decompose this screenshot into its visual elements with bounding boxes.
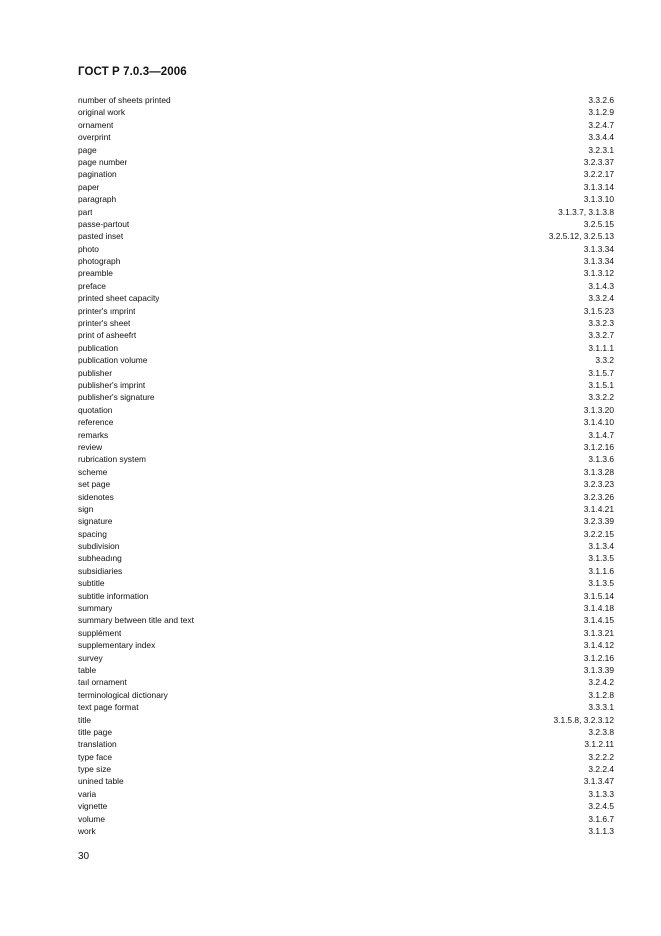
index-term: photo: [78, 243, 99, 254]
index-reference: 3.2.4.7: [588, 119, 614, 130]
index-term: summary between title and text: [78, 615, 194, 626]
index-term: type size: [78, 764, 112, 775]
index-entry: [78, 813, 614, 825]
index-reference: 3.1.4.10: [583, 417, 614, 428]
index-reference: 3.1.2.9: [588, 107, 614, 118]
index-reference: 3.2.3.8: [588, 726, 614, 737]
index-term: photograph: [78, 256, 121, 267]
index-term: quotation: [78, 404, 113, 415]
index-entry: [78, 404, 614, 416]
index-reference: 3.2.3.26: [583, 491, 614, 502]
index-entry: [78, 429, 614, 441]
index-reference: 3.1.3.34: [583, 243, 614, 254]
index-term: paper: [78, 181, 100, 192]
index-entry: [78, 627, 614, 639]
index-term: supplément: [78, 627, 122, 638]
index-term: survey: [78, 652, 103, 663]
index-entry: [78, 379, 614, 391]
index-entry: [78, 267, 614, 279]
index-entry: [78, 540, 614, 552]
index-reference: 3.1.4.7: [588, 429, 614, 440]
index-term: printer's sheet: [78, 318, 131, 329]
index-entry: [78, 478, 614, 490]
index-reference: 3.1.1.3: [588, 826, 614, 837]
index-entry: [78, 156, 614, 168]
index-term: sidenotes: [78, 491, 114, 502]
index-term: page: [78, 144, 97, 155]
index-term: sign: [78, 503, 94, 514]
index-reference: 3.3.3.1: [588, 702, 614, 713]
index-term: printer's ımprint: [78, 305, 136, 316]
index-reference: 3.1.2.16: [583, 652, 614, 663]
index-entry: [78, 714, 614, 726]
index-reference: 3.3.2.6: [588, 95, 614, 105]
index-term: set page: [78, 479, 111, 490]
index-reference: 3.3.2.3: [588, 318, 614, 329]
index-reference: 3.1.3.12: [583, 268, 614, 279]
index-reference: 3.1.3.20: [583, 404, 614, 415]
index-term: signature: [78, 516, 113, 527]
index-reference: 3.1.4.18: [583, 603, 614, 614]
index-term: print of asheefrt: [78, 330, 137, 341]
index-entry: [78, 738, 614, 750]
index-reference: 3.2.5.15: [583, 218, 614, 229]
index-entry: [78, 515, 614, 527]
index-entry: [78, 367, 614, 379]
index-reference: 3.1.3.39: [583, 664, 614, 675]
index-entry: [78, 305, 614, 317]
index-term: publisher: [78, 367, 112, 378]
index-term: preamble: [78, 268, 113, 279]
index-entry: [78, 106, 614, 118]
index-reference: 3.1.2.16: [583, 441, 614, 452]
index-entry: [78, 193, 614, 205]
index-reference: 3.1.2.11: [584, 739, 614, 750]
index-entry: [78, 788, 614, 800]
index-term: publication: [78, 342, 119, 353]
index-reference: 3.1.4.15: [583, 615, 614, 626]
index-entry: [78, 491, 614, 503]
index-reference: 3.3.2: [595, 355, 614, 366]
index-entry: [78, 825, 614, 837]
index-entry: [78, 94, 614, 106]
index-entry: [78, 119, 614, 131]
index-reference: 3.1.5.14: [583, 590, 614, 601]
index-reference: 3.2.2.15: [583, 528, 614, 539]
index-reference: 3.1.5.23: [583, 305, 614, 316]
index-term: vignette: [78, 801, 108, 812]
index-reference: 3.3.2.4: [588, 293, 614, 304]
index-entry: [78, 565, 614, 577]
index-term: type face: [78, 751, 112, 762]
index-entry: [78, 168, 614, 180]
index-reference: 3.2.3.37: [583, 156, 614, 167]
index-reference: 3.1.5.1: [588, 379, 614, 390]
index-reference: 3.1.1.6: [588, 565, 614, 576]
index-term: title: [78, 714, 92, 725]
index-entry: [78, 639, 614, 651]
index-entry: [78, 144, 614, 156]
index-reference: 3.2.3.23: [583, 479, 614, 490]
index-term: paragraph: [78, 194, 117, 205]
index-reference: 3.3.2.2: [588, 392, 614, 403]
index-term: subdivision: [78, 541, 120, 552]
index-reference: 3.2.2.4: [588, 764, 614, 775]
index-term: text page format: [78, 702, 139, 713]
index-entry: [78, 466, 614, 478]
index-reference: 3.2.4.5: [588, 801, 614, 812]
page-number: 30: [78, 851, 90, 862]
index-entry: [78, 528, 614, 540]
index-reference: 3.1.1.1: [588, 342, 614, 353]
index-term: pagination: [78, 169, 117, 180]
index-term: subtitle information: [78, 590, 149, 601]
index-reference: 3.3.2.7: [588, 330, 614, 341]
index-reference: 3.1.3.34: [583, 256, 614, 267]
index-term: summary: [78, 603, 113, 614]
index-entry: [78, 329, 614, 341]
index-entry: [78, 577, 614, 589]
index-entry: [78, 689, 614, 701]
index-term: subtitle: [78, 578, 105, 589]
index-term: publisher's signature: [78, 392, 155, 403]
index-entry: [78, 590, 614, 602]
index-entry: [78, 181, 614, 193]
index-entry: [78, 230, 614, 242]
index-reference: 3.1.4.21: [583, 503, 614, 514]
index-term: spacing: [78, 528, 107, 539]
index-reference: 3.1.3.14: [583, 181, 614, 192]
index-reference: 3.1.2.8: [588, 689, 614, 700]
index-term: taıl ornament: [78, 677, 127, 688]
index-reference: 3.1.6.7: [588, 813, 614, 824]
index-term: terminological dictionary: [78, 689, 168, 700]
index-reference: 3.1.3.47: [583, 776, 614, 787]
index-entry: [78, 416, 614, 428]
index-term: publication volume: [78, 355, 148, 366]
index-entry: [78, 317, 614, 329]
index-term: scheme: [78, 466, 108, 477]
index-reference: 3.2.5.12, 3.2.5.13: [548, 231, 614, 242]
index-reference: 3.2.3.1: [588, 144, 614, 155]
index-term: subsidiaries: [78, 565, 123, 576]
index-term: rubrication system: [78, 454, 146, 465]
index-term: preface: [78, 280, 106, 291]
index-reference: 3.3.4.4: [588, 132, 614, 143]
index-reference: 3.2.2.2: [588, 751, 614, 762]
index-term: overprint: [78, 132, 111, 143]
index-reference: 3.1.3.7, 3.1.3.8: [558, 206, 614, 217]
index-term: supplementary index: [78, 640, 156, 651]
index-reference: 3.1.3.10: [583, 194, 614, 205]
index-term: title page: [78, 726, 112, 737]
index-reference: 3.2.4.2: [588, 677, 614, 688]
index-term: printed sheet capacity: [78, 293, 160, 304]
index-term: pasted inset: [78, 231, 124, 242]
index-term: table: [78, 664, 97, 675]
index-reference: 3.1.4.12: [583, 640, 614, 651]
index-entry: [78, 751, 614, 763]
index-entry: [78, 701, 614, 713]
index-entry: [78, 552, 614, 564]
index-entry: [78, 342, 614, 354]
index-term: ornament: [78, 119, 114, 130]
index-reference: 3.1.3.28: [583, 466, 614, 477]
index-reference: 3.2.3.39: [583, 516, 614, 527]
term-index-list: [78, 94, 614, 837]
index-entry: [78, 652, 614, 664]
index-term: volume: [78, 813, 105, 824]
index-term: reference: [78, 417, 114, 428]
index-entry: [78, 441, 614, 453]
page-title: ГОСТ Р 7.0.3—2006: [78, 66, 187, 78]
index-term: work: [78, 826, 96, 837]
index-term: subheadıng: [78, 553, 122, 564]
index-term: number of sheets printed: [78, 95, 171, 105]
index-entry: [78, 354, 614, 366]
index-reference: 3.1.5.8, 3.2.3.12: [553, 714, 614, 725]
index-reference: 3.1.3.6: [588, 454, 614, 465]
index-reference: 3.1.3.21: [583, 627, 614, 638]
index-term: translation: [78, 739, 117, 750]
index-entry: [78, 664, 614, 676]
index-term: review: [78, 441, 103, 452]
index-entry: [78, 800, 614, 812]
index-entry: [78, 676, 614, 688]
index-entry: [78, 255, 614, 267]
index-entry: [78, 292, 614, 304]
index-term: publisher's imprint: [78, 379, 146, 390]
index-reference: 3.1.3.5: [588, 578, 614, 589]
index-term: part: [78, 206, 93, 217]
index-reference: 3.1.3.3: [588, 788, 614, 799]
index-entry: [78, 131, 614, 143]
index-entry: [78, 503, 614, 515]
index-entry: [78, 614, 614, 626]
index-entry: [78, 280, 614, 292]
index-entry: [78, 243, 614, 255]
index-entry: [78, 775, 614, 787]
index-reference: 3.2.2.17: [583, 169, 614, 180]
index-reference: 3.1.3.4: [588, 541, 614, 552]
index-entry: [78, 206, 614, 218]
index-term: remarks: [78, 429, 109, 440]
index-term: varia: [78, 788, 97, 799]
index-term: page number: [78, 156, 128, 167]
index-term: passe-partout: [78, 218, 130, 229]
index-entry: [78, 602, 614, 614]
index-entry: [78, 218, 614, 230]
index-reference: 3.1.4.3: [588, 280, 614, 291]
index-entry: [78, 763, 614, 775]
index-entry: [78, 453, 614, 465]
index-reference: 3.1.3.5: [588, 553, 614, 564]
index-reference: 3.1.5.7: [588, 367, 614, 378]
index-term: original work: [78, 107, 126, 118]
index-entry: [78, 726, 614, 738]
index-entry: [78, 391, 614, 403]
index-term: unined table: [78, 776, 124, 787]
